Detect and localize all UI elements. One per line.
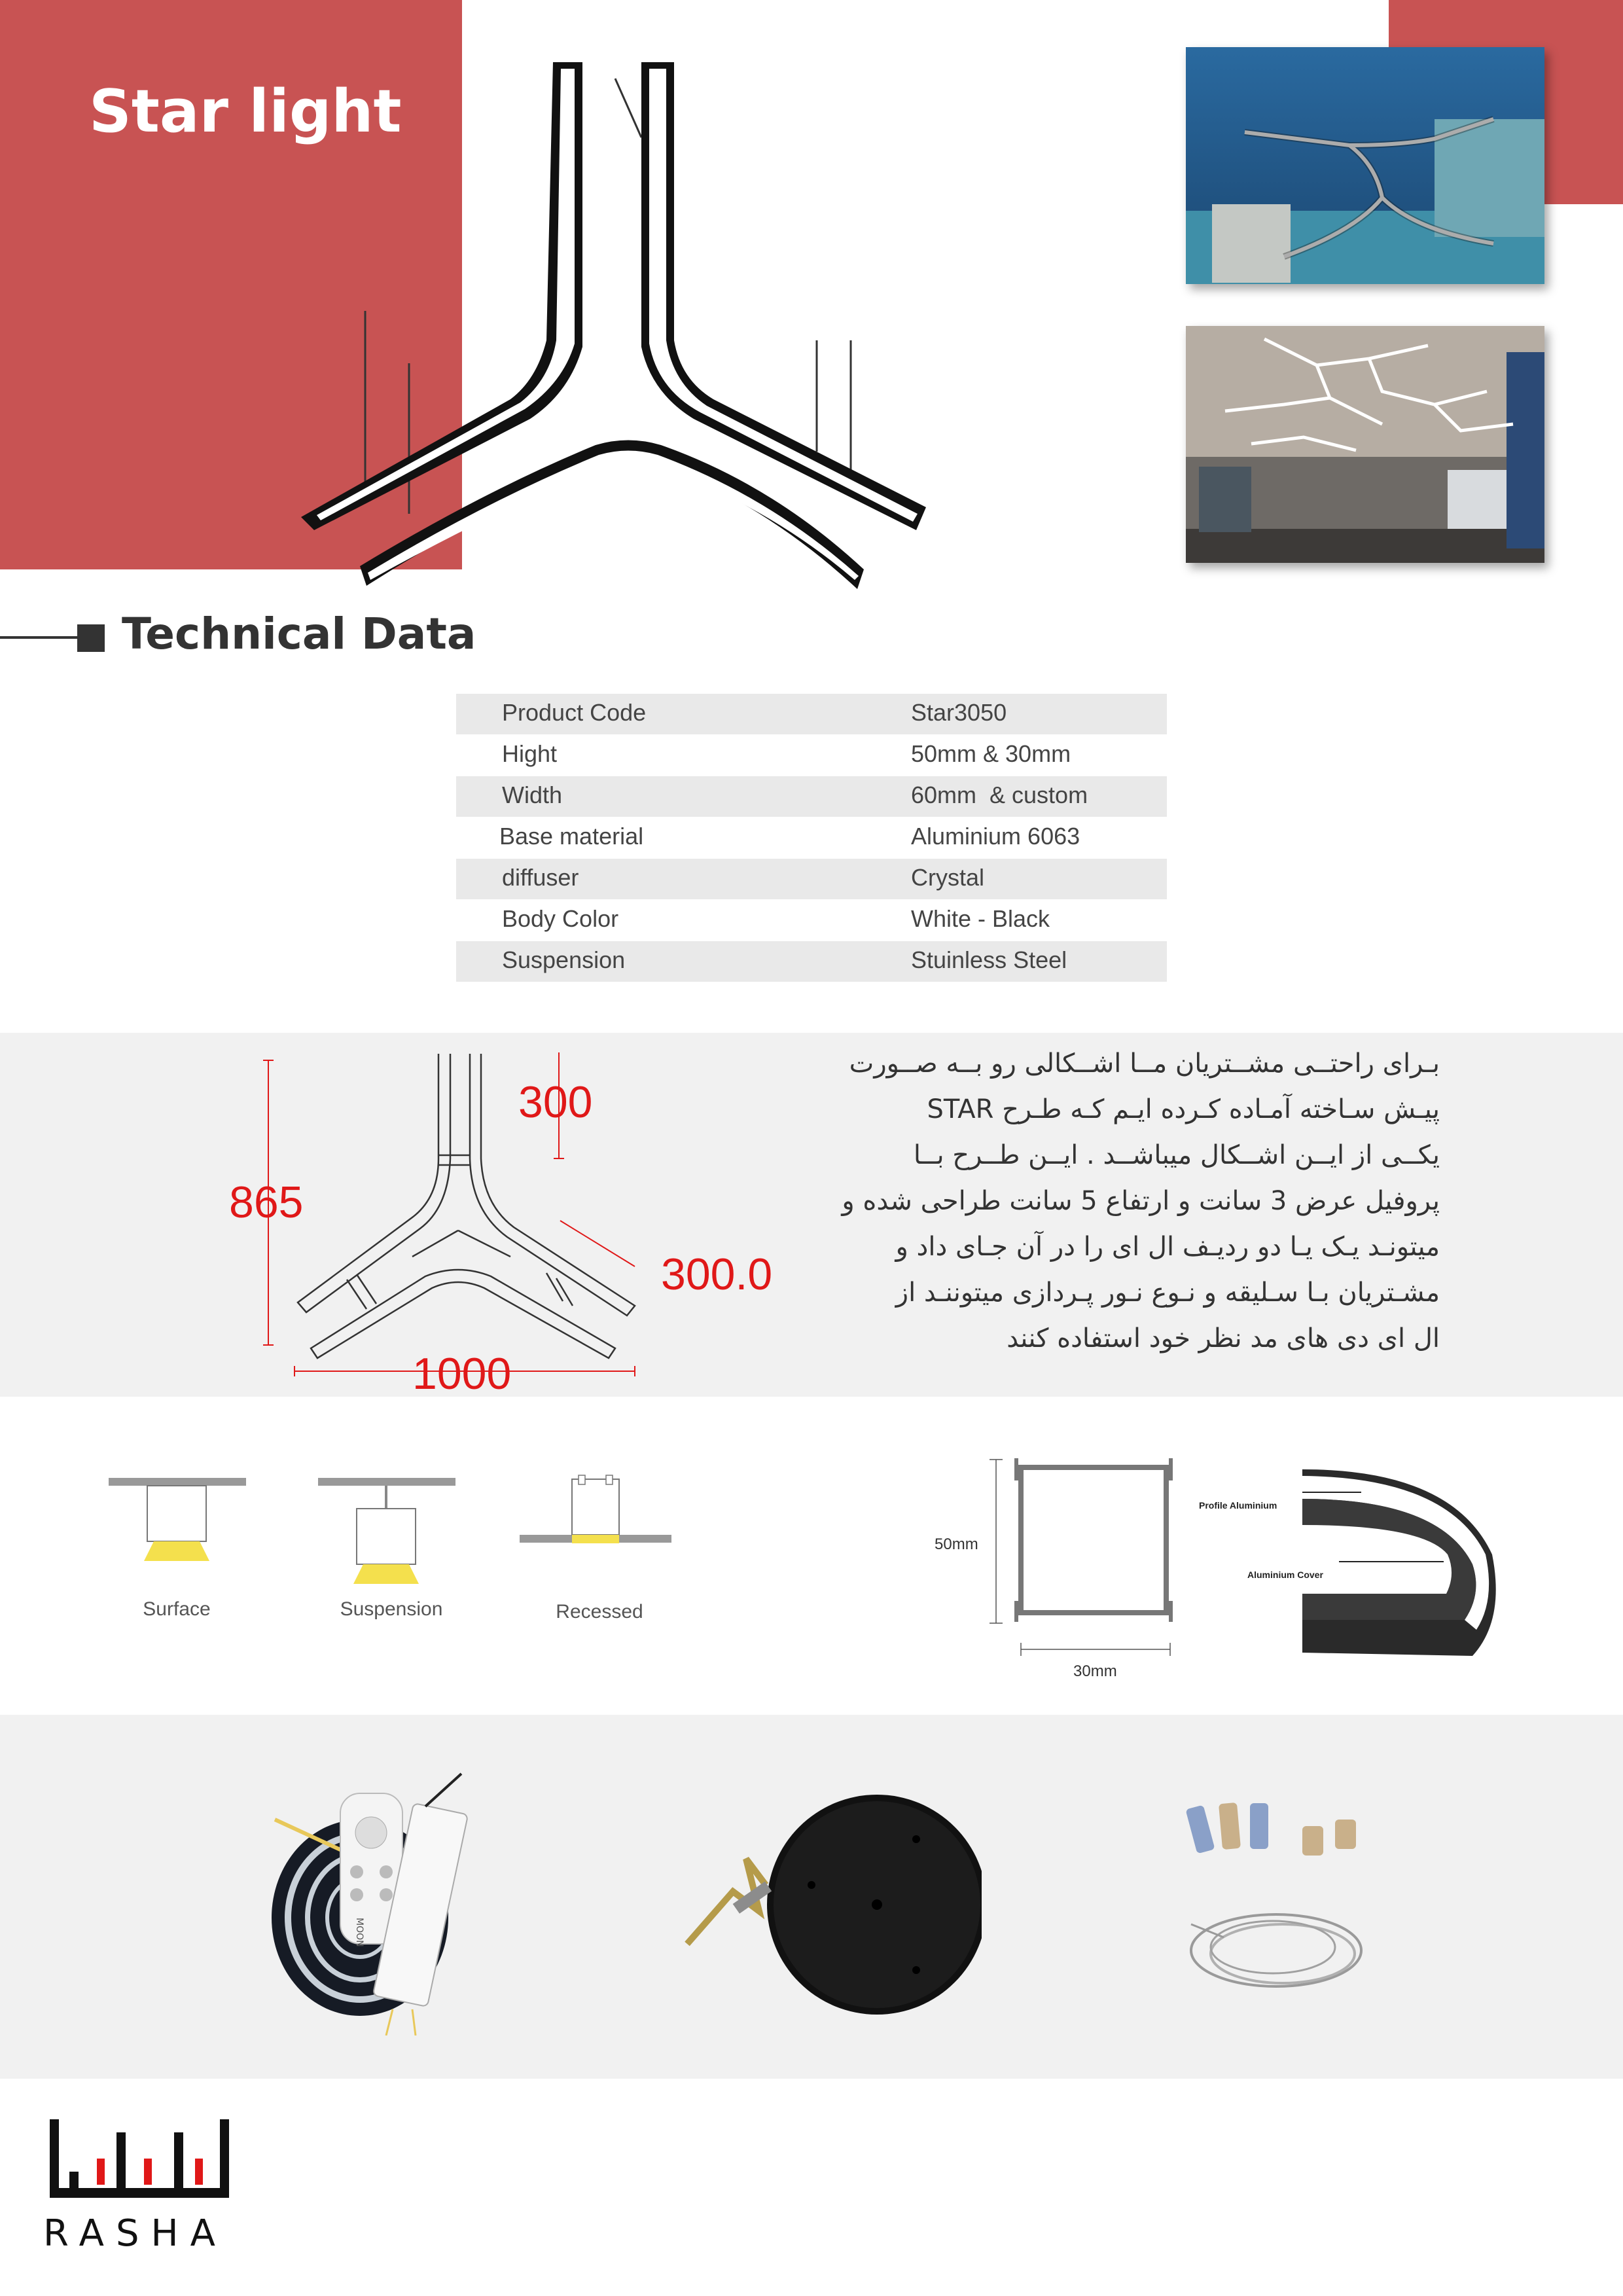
rasha-logo-text: RASHA — [43, 2212, 227, 2255]
star-light-product-image — [288, 52, 942, 589]
spec-value: Crystal — [911, 864, 985, 891]
spec-value: 60mm & custom — [911, 781, 1088, 808]
profile-cross-section — [982, 1453, 1198, 1669]
surface-label: Surface — [143, 1598, 211, 1620]
recessed-mount-icon — [517, 1466, 674, 1564]
installation-photo-2 — [1186, 326, 1544, 563]
spec-row — [456, 694, 1167, 734]
suspension-mount-icon — [314, 1473, 465, 1590]
led-strip-driver-image — [262, 1761, 510, 2036]
description-line: ال ای دی های مد نظر خود استفاده کنند — [1007, 1323, 1440, 1354]
spec-row — [456, 900, 1167, 941]
spec-label: Body Color — [502, 905, 619, 932]
installation-photo-1 — [1186, 47, 1544, 284]
description-line: بـرای راحتــی مشــتریان مــا اشــکالی رو بــه صــورت — [849, 1049, 1440, 1079]
profile-pointer-line-1 — [1302, 1492, 1361, 1493]
page-title: Star light — [89, 77, 402, 146]
remote-brand-label: MOON — [354, 1918, 365, 1947]
description-line: مشـتریان بـا سـلیقه و نـوع نـور پـردازی میتوننـد از — [895, 1278, 1440, 1308]
description-line: پروفیل عرض 3 سانت و ارتفاع 5 سانت طراحی شده و — [842, 1186, 1440, 1216]
spec-value: 50mm & 30mm — [911, 740, 1071, 767]
spec-row — [456, 941, 1167, 982]
spec-row — [456, 859, 1167, 899]
ceiling-canopy-image — [681, 1793, 982, 2016]
description-line: میتونـد یـک یـا دو ردیـف ال ای را در آن جـای داد و — [895, 1232, 1440, 1262]
section-rule — [0, 636, 79, 639]
dim-width-label: 1000 — [412, 1349, 512, 1399]
dim-side-label: 300.0 — [661, 1249, 773, 1299]
rasha-logo-icon — [43, 2106, 233, 2217]
spec-value: Aluminium 6063 — [911, 823, 1080, 850]
spec-label: diffuser — [502, 864, 579, 891]
section-square-icon — [77, 624, 105, 652]
spec-label: Hight — [502, 740, 558, 767]
spec-label: Product Code — [502, 699, 647, 726]
spec-label: Base material — [499, 823, 644, 850]
description-line: پیـش سـاخته آمـاده کـرده ایـم کـه طـرح STAR — [927, 1094, 1440, 1124]
profile-aluminium-label: Profile Aluminium — [1199, 1500, 1277, 1511]
recessed-label: Recessed — [556, 1601, 643, 1623]
dimension-drawing — [249, 1041, 654, 1394]
profile-height-label: 50mm — [935, 1535, 978, 1553]
dim-top-label: 300 — [518, 1077, 593, 1127]
description-line: یکــی از ایــن اشــکال میباشــد . ایــن طــرح بــا — [913, 1140, 1440, 1170]
description-text — [831, 1041, 1440, 1361]
spec-value: Star3050 — [911, 699, 1007, 726]
spec-value: Stuinless Steel — [911, 946, 1067, 973]
suspension-label: Suspension — [340, 1598, 443, 1620]
suspension-cables-image — [1178, 1787, 1387, 2009]
spec-row — [456, 817, 1167, 858]
spec-label: Suspension — [502, 946, 626, 973]
spec-value: White - Black — [911, 905, 1050, 932]
spec-row — [456, 735, 1167, 776]
spec-row — [456, 776, 1167, 817]
profile-pointer-line-2 — [1339, 1561, 1444, 1562]
aluminium-cover-label: Aluminium Cover — [1247, 1570, 1323, 1580]
dim-height-label: 865 — [229, 1177, 304, 1227]
profile-width-label: 30mm — [1073, 1662, 1117, 1680]
spec-label: Width — [502, 781, 563, 808]
surface-mount-icon — [105, 1473, 255, 1571]
technical-data-heading: Technical Data — [122, 609, 476, 659]
